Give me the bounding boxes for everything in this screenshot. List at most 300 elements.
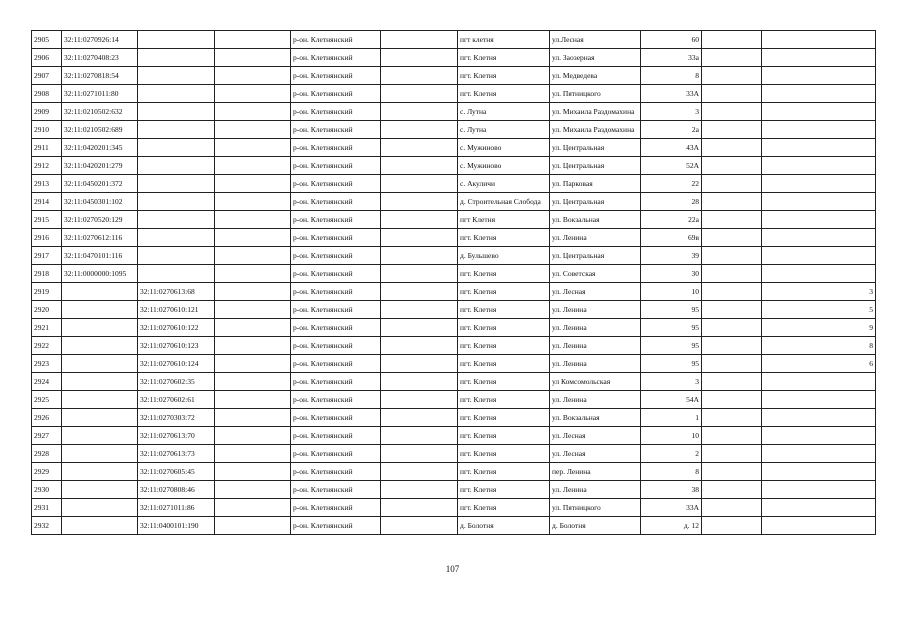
locality-cell: пгт Клетня: [458, 211, 550, 229]
empty-cell: [702, 481, 762, 499]
street-cell: ул. Лесная: [550, 445, 641, 463]
locality-cell: пгт. Клетня: [458, 67, 550, 85]
region-cell: р-он. Клетнянский: [291, 373, 381, 391]
row-number-cell: 2910: [32, 121, 62, 139]
cadastral-number-alt-cell: 32:11:0270613:70: [138, 427, 215, 445]
house-number-cell: 60: [641, 31, 702, 49]
region-cell: р-он. Клетнянский: [291, 463, 381, 481]
empty-cell: [215, 193, 291, 211]
empty-cell: [702, 211, 762, 229]
apartment-cell: [762, 409, 876, 427]
street-cell: ул Комсомольская: [550, 373, 641, 391]
apartment-cell: [762, 103, 876, 121]
empty-cell: [215, 247, 291, 265]
house-number-cell: д. 12: [641, 517, 702, 535]
street-cell: ул. Центральная: [550, 157, 641, 175]
empty-cell: [215, 211, 291, 229]
house-number-cell: 3: [641, 103, 702, 121]
region-cell: р-он. Клетнянский: [291, 481, 381, 499]
region-cell: р-он. Клетнянский: [291, 391, 381, 409]
region-cell: р-он. Клетнянский: [291, 31, 381, 49]
empty-cell: [215, 85, 291, 103]
apartment-cell: [762, 31, 876, 49]
empty-cell: [381, 67, 458, 85]
row-number-cell: 2906: [32, 49, 62, 67]
empty-cell: [702, 409, 762, 427]
house-number-cell: 22а: [641, 211, 702, 229]
apartment-cell: [762, 211, 876, 229]
empty-cell: [215, 301, 291, 319]
empty-cell: [702, 193, 762, 211]
cadastral-number-alt-cell: [138, 193, 215, 211]
table-row: [32, 157, 876, 175]
table-row: [32, 265, 876, 283]
row-number-cell: 2932: [32, 517, 62, 535]
locality-cell: д. Бульшево: [458, 247, 550, 265]
street-cell: ул. Ленина: [550, 355, 641, 373]
locality-cell: пгт клетня: [458, 31, 550, 49]
apartment-cell: [762, 445, 876, 463]
empty-cell: [702, 157, 762, 175]
cadastral-number-alt-cell: 32:11:0270610:124: [138, 355, 215, 373]
empty-cell: [381, 463, 458, 481]
table-row: [32, 481, 876, 499]
empty-cell: [381, 481, 458, 499]
row-number-cell: 2918: [32, 265, 62, 283]
cadastral-number-alt-cell: [138, 49, 215, 67]
empty-cell: [702, 445, 762, 463]
street-cell: ул. Ленина: [550, 301, 641, 319]
house-number-cell: 95: [641, 301, 702, 319]
cadastral-number-cell: 32:11:0450201:372: [62, 175, 138, 193]
cadastral-number-alt-cell: 32:11:0270610:122: [138, 319, 215, 337]
locality-cell: пгт. Клетня: [458, 499, 550, 517]
house-number-cell: 28: [641, 193, 702, 211]
row-number-cell: 2922: [32, 337, 62, 355]
region-cell: р-он. Клетнянский: [291, 121, 381, 139]
region-cell: р-он. Клетнянский: [291, 211, 381, 229]
empty-cell: [381, 103, 458, 121]
locality-cell: пгт. Клетня: [458, 391, 550, 409]
empty-cell: [381, 175, 458, 193]
cadastral-number-cell: 32:11:0270818:54: [62, 67, 138, 85]
empty-cell: [702, 85, 762, 103]
region-cell: р-он. Клетнянский: [291, 85, 381, 103]
apartment-cell: [762, 373, 876, 391]
street-cell: ул. Ленина: [550, 337, 641, 355]
region-cell: р-он. Клетнянский: [291, 355, 381, 373]
house-number-cell: 39: [641, 247, 702, 265]
region-cell: р-он. Клетнянский: [291, 445, 381, 463]
cadastral-number-alt-cell: [138, 139, 215, 157]
house-number-cell: 3: [641, 373, 702, 391]
cadastral-number-cell: [62, 463, 138, 481]
region-cell: р-он. Клетнянский: [291, 319, 381, 337]
empty-cell: [215, 337, 291, 355]
empty-cell: [702, 499, 762, 517]
empty-cell: [215, 319, 291, 337]
house-number-cell: 2а: [641, 121, 702, 139]
region-cell: р-он. Клетнянский: [291, 409, 381, 427]
cadastral-number-alt-cell: 32:11:0270610:123: [138, 337, 215, 355]
empty-cell: [381, 31, 458, 49]
region-cell: р-он. Клетнянский: [291, 301, 381, 319]
locality-cell: пгт. Клетня: [458, 283, 550, 301]
registry-table-body: [32, 31, 876, 535]
empty-cell: [702, 355, 762, 373]
locality-cell: с. Лутна: [458, 121, 550, 139]
cadastral-number-cell: 32:11:0450301:102: [62, 193, 138, 211]
locality-cell: пгт. Клетня: [458, 355, 550, 373]
house-number-cell: 10: [641, 427, 702, 445]
row-number-cell: 2917: [32, 247, 62, 265]
row-number-cell: 2931: [32, 499, 62, 517]
street-cell: ул. Ленина: [550, 391, 641, 409]
cadastral-number-alt-cell: [138, 229, 215, 247]
apartment-cell: [762, 463, 876, 481]
empty-cell: [215, 139, 291, 157]
region-cell: р-он. Клетнянский: [291, 247, 381, 265]
empty-cell: [702, 391, 762, 409]
empty-cell: [381, 247, 458, 265]
house-number-cell: 22: [641, 175, 702, 193]
empty-cell: [381, 229, 458, 247]
cadastral-number-cell: [62, 373, 138, 391]
row-number-cell: 2912: [32, 157, 62, 175]
row-number-cell: 2905: [32, 31, 62, 49]
house-number-cell: 10: [641, 283, 702, 301]
locality-cell: пгт. Клетня: [458, 373, 550, 391]
row-number-cell: 2927: [32, 427, 62, 445]
street-cell: ул. Пятницкого: [550, 499, 641, 517]
row-number-cell: 2928: [32, 445, 62, 463]
empty-cell: [702, 463, 762, 481]
table-row: [32, 121, 876, 139]
house-number-cell: 33А: [641, 499, 702, 517]
locality-cell: пгт. Клетня: [458, 229, 550, 247]
apartment-cell: [762, 193, 876, 211]
locality-cell: пгт. Клетня: [458, 445, 550, 463]
row-number-cell: 2929: [32, 463, 62, 481]
street-cell: ул. Вокзальная: [550, 211, 641, 229]
page-number: 107: [445, 564, 460, 574]
row-number-cell: 2921: [32, 319, 62, 337]
empty-cell: [702, 121, 762, 139]
street-cell: ул. Лесная: [550, 283, 641, 301]
house-number-cell: 43А: [641, 139, 702, 157]
house-number-cell: 38: [641, 481, 702, 499]
cadastral-number-cell: 32:11:0210502:632: [62, 103, 138, 121]
region-cell: р-он. Клетнянский: [291, 67, 381, 85]
apartment-cell: 3: [762, 283, 876, 301]
empty-cell: [215, 499, 291, 517]
table-row: [32, 283, 876, 301]
street-cell: ул. Вокзальная: [550, 409, 641, 427]
cadastral-number-cell: [62, 319, 138, 337]
cadastral-number-cell: [62, 337, 138, 355]
empty-cell: [215, 265, 291, 283]
empty-cell: [702, 319, 762, 337]
empty-cell: [702, 139, 762, 157]
empty-cell: [215, 157, 291, 175]
row-number-cell: 2916: [32, 229, 62, 247]
table-row: [32, 337, 876, 355]
region-cell: р-он. Клетнянский: [291, 229, 381, 247]
street-cell: ул. Михаила Раздомахина: [550, 103, 641, 121]
empty-cell: [702, 49, 762, 67]
house-number-cell: 54А: [641, 391, 702, 409]
empty-cell: [215, 409, 291, 427]
empty-cell: [215, 175, 291, 193]
cadastral-number-cell: [62, 427, 138, 445]
table-row: [32, 409, 876, 427]
table-row: [32, 31, 876, 49]
empty-cell: [702, 175, 762, 193]
table-row: [32, 391, 876, 409]
apartment-cell: [762, 481, 876, 499]
cadastral-number-cell: [62, 355, 138, 373]
cadastral-number-alt-cell: [138, 103, 215, 121]
cadastral-number-cell: [62, 499, 138, 517]
cadastral-number-alt-cell: 32:11:0270602:35: [138, 373, 215, 391]
locality-cell: пгт. Клетня: [458, 409, 550, 427]
cadastral-number-cell: 32:11:0470101:116: [62, 247, 138, 265]
row-number-cell: 2930: [32, 481, 62, 499]
cadastral-number-cell: 32:11:0270612:116: [62, 229, 138, 247]
table-row: [32, 49, 876, 67]
table-row: [32, 355, 876, 373]
cadastral-number-cell: 32:11:0270408:23: [62, 49, 138, 67]
cadastral-number-cell: 32:11:0420201:279: [62, 157, 138, 175]
table-row: [32, 229, 876, 247]
row-number-cell: 2923: [32, 355, 62, 373]
table-row: [32, 193, 876, 211]
row-number-cell: 2913: [32, 175, 62, 193]
street-cell: ул. Парковая: [550, 175, 641, 193]
empty-cell: [381, 211, 458, 229]
empty-cell: [381, 427, 458, 445]
table-row: [32, 319, 876, 337]
house-number-cell: 8: [641, 463, 702, 481]
region-cell: р-он. Клетнянский: [291, 49, 381, 67]
apartment-cell: [762, 139, 876, 157]
locality-cell: пгт. Клетня: [458, 319, 550, 337]
cadastral-number-alt-cell: 32:11:0270303:72: [138, 409, 215, 427]
region-cell: р-он. Клетнянский: [291, 337, 381, 355]
apartment-cell: [762, 517, 876, 535]
region-cell: р-он. Клетнянский: [291, 265, 381, 283]
region-cell: р-он. Клетнянский: [291, 103, 381, 121]
cadastral-number-cell: [62, 445, 138, 463]
registry-table: [31, 30, 876, 535]
apartment-cell: 6: [762, 355, 876, 373]
cadastral-number-alt-cell: [138, 85, 215, 103]
apartment-cell: [762, 265, 876, 283]
empty-cell: [381, 157, 458, 175]
street-cell: ул. Заозерная: [550, 49, 641, 67]
locality-cell: д. Болотня: [458, 517, 550, 535]
locality-cell: пгт. Клетня: [458, 337, 550, 355]
street-cell: пер. Ленина: [550, 463, 641, 481]
house-number-cell: 1: [641, 409, 702, 427]
street-cell: ул. Центральная: [550, 139, 641, 157]
apartment-cell: 9: [762, 319, 876, 337]
empty-cell: [381, 265, 458, 283]
region-cell: р-он. Клетнянский: [291, 427, 381, 445]
empty-cell: [381, 517, 458, 535]
row-number-cell: 2909: [32, 103, 62, 121]
empty-cell: [381, 499, 458, 517]
empty-cell: [381, 445, 458, 463]
empty-cell: [215, 67, 291, 85]
house-number-cell: 33а: [641, 49, 702, 67]
empty-cell: [702, 265, 762, 283]
locality-cell: пгт. Клетня: [458, 481, 550, 499]
cadastral-number-alt-cell: [138, 157, 215, 175]
empty-cell: [702, 247, 762, 265]
table-row: [32, 373, 876, 391]
apartment-cell: [762, 427, 876, 445]
empty-cell: [215, 427, 291, 445]
empty-cell: [702, 67, 762, 85]
street-cell: ул. Центральная: [550, 193, 641, 211]
row-number-cell: 2926: [32, 409, 62, 427]
region-cell: р-он. Клетнянский: [291, 283, 381, 301]
locality-cell: с. Мужиново: [458, 139, 550, 157]
empty-cell: [215, 373, 291, 391]
empty-cell: [702, 229, 762, 247]
house-number-cell: 8: [641, 67, 702, 85]
empty-cell: [702, 103, 762, 121]
empty-cell: [215, 517, 291, 535]
region-cell: р-он. Клетнянский: [291, 499, 381, 517]
street-cell: ул. Центральная: [550, 247, 641, 265]
empty-cell: [381, 49, 458, 67]
empty-cell: [702, 301, 762, 319]
row-number-cell: 2914: [32, 193, 62, 211]
cadastral-number-alt-cell: [138, 265, 215, 283]
row-number-cell: 2920: [32, 301, 62, 319]
empty-cell: [381, 355, 458, 373]
locality-cell: пгт. Клетня: [458, 301, 550, 319]
house-number-cell: 69в: [641, 229, 702, 247]
locality-cell: пгт. Клетня: [458, 49, 550, 67]
table-row: [32, 139, 876, 157]
empty-cell: [381, 301, 458, 319]
empty-cell: [702, 31, 762, 49]
house-number-cell: 95: [641, 319, 702, 337]
house-number-cell: 95: [641, 337, 702, 355]
empty-cell: [215, 283, 291, 301]
cadastral-number-cell: 32:11:0270520:129: [62, 211, 138, 229]
table-row: [32, 301, 876, 319]
table-row: [32, 427, 876, 445]
street-cell: ул. Михаила Раздомахина: [550, 121, 641, 139]
table-row: [32, 85, 876, 103]
table-row: [32, 67, 876, 85]
apartment-cell: [762, 49, 876, 67]
cadastral-number-cell: [62, 301, 138, 319]
apartment-cell: [762, 247, 876, 265]
empty-cell: [215, 103, 291, 121]
apartment-cell: [762, 175, 876, 193]
table-row: [32, 175, 876, 193]
street-cell: ул. Лесная: [550, 427, 641, 445]
empty-cell: [381, 121, 458, 139]
empty-cell: [215, 31, 291, 49]
empty-cell: [215, 49, 291, 67]
locality-cell: пгт. Клетня: [458, 85, 550, 103]
empty-cell: [702, 337, 762, 355]
street-cell: ул. Ленина: [550, 481, 641, 499]
cadastral-number-alt-cell: 32:11:0270602:61: [138, 391, 215, 409]
empty-cell: [381, 85, 458, 103]
cadastral-number-cell: [62, 481, 138, 499]
street-cell: ул. Ленина: [550, 229, 641, 247]
cadastral-number-cell: 32:11:0270926:14: [62, 31, 138, 49]
house-number-cell: 95: [641, 355, 702, 373]
empty-cell: [381, 193, 458, 211]
row-number-cell: 2924: [32, 373, 62, 391]
cadastral-number-alt-cell: [138, 175, 215, 193]
empty-cell: [381, 391, 458, 409]
apartment-cell: [762, 85, 876, 103]
apartment-cell: [762, 121, 876, 139]
street-cell: ул.Лесная: [550, 31, 641, 49]
street-cell: ул. Ленина: [550, 319, 641, 337]
apartment-cell: 5: [762, 301, 876, 319]
empty-cell: [702, 373, 762, 391]
row-number-cell: 2919: [32, 283, 62, 301]
house-number-cell: 2: [641, 445, 702, 463]
table-row: [32, 499, 876, 517]
cadastral-number-alt-cell: 32:11:0271011:86: [138, 499, 215, 517]
cadastral-number-cell: [62, 409, 138, 427]
empty-cell: [215, 121, 291, 139]
table-row: [32, 211, 876, 229]
table-row: [32, 445, 876, 463]
region-cell: р-он. Клетнянский: [291, 193, 381, 211]
row-number-cell: 2908: [32, 85, 62, 103]
empty-cell: [381, 319, 458, 337]
locality-cell: пгт. Клетня: [458, 463, 550, 481]
cadastral-number-alt-cell: [138, 31, 215, 49]
region-cell: р-он. Клетнянский: [291, 139, 381, 157]
empty-cell: [215, 229, 291, 247]
cadastral-number-alt-cell: 32:11:0270613:73: [138, 445, 215, 463]
cadastral-number-cell: 32:11:0210502:689: [62, 121, 138, 139]
cadastral-number-alt-cell: 32:11:0270605:45: [138, 463, 215, 481]
region-cell: р-он. Клетнянский: [291, 157, 381, 175]
locality-cell: с. Мужиново: [458, 157, 550, 175]
table-row: [32, 103, 876, 121]
cadastral-number-cell: [62, 517, 138, 535]
row-number-cell: 2907: [32, 67, 62, 85]
empty-cell: [381, 373, 458, 391]
street-cell: ул. Пятницкого: [550, 85, 641, 103]
locality-cell: с. Лутна: [458, 103, 550, 121]
table-row: [32, 463, 876, 481]
cadastral-number-alt-cell: [138, 247, 215, 265]
cadastral-number-cell: 32:11:0000000:1095: [62, 265, 138, 283]
cadastral-number-alt-cell: 32:11:0400101:190: [138, 517, 215, 535]
apartment-cell: [762, 67, 876, 85]
empty-cell: [215, 481, 291, 499]
house-number-cell: 52А: [641, 157, 702, 175]
cadastral-number-cell: 32:11:0271011:80: [62, 85, 138, 103]
cadastral-number-alt-cell: [138, 121, 215, 139]
locality-cell: пгт. Клетня: [458, 427, 550, 445]
